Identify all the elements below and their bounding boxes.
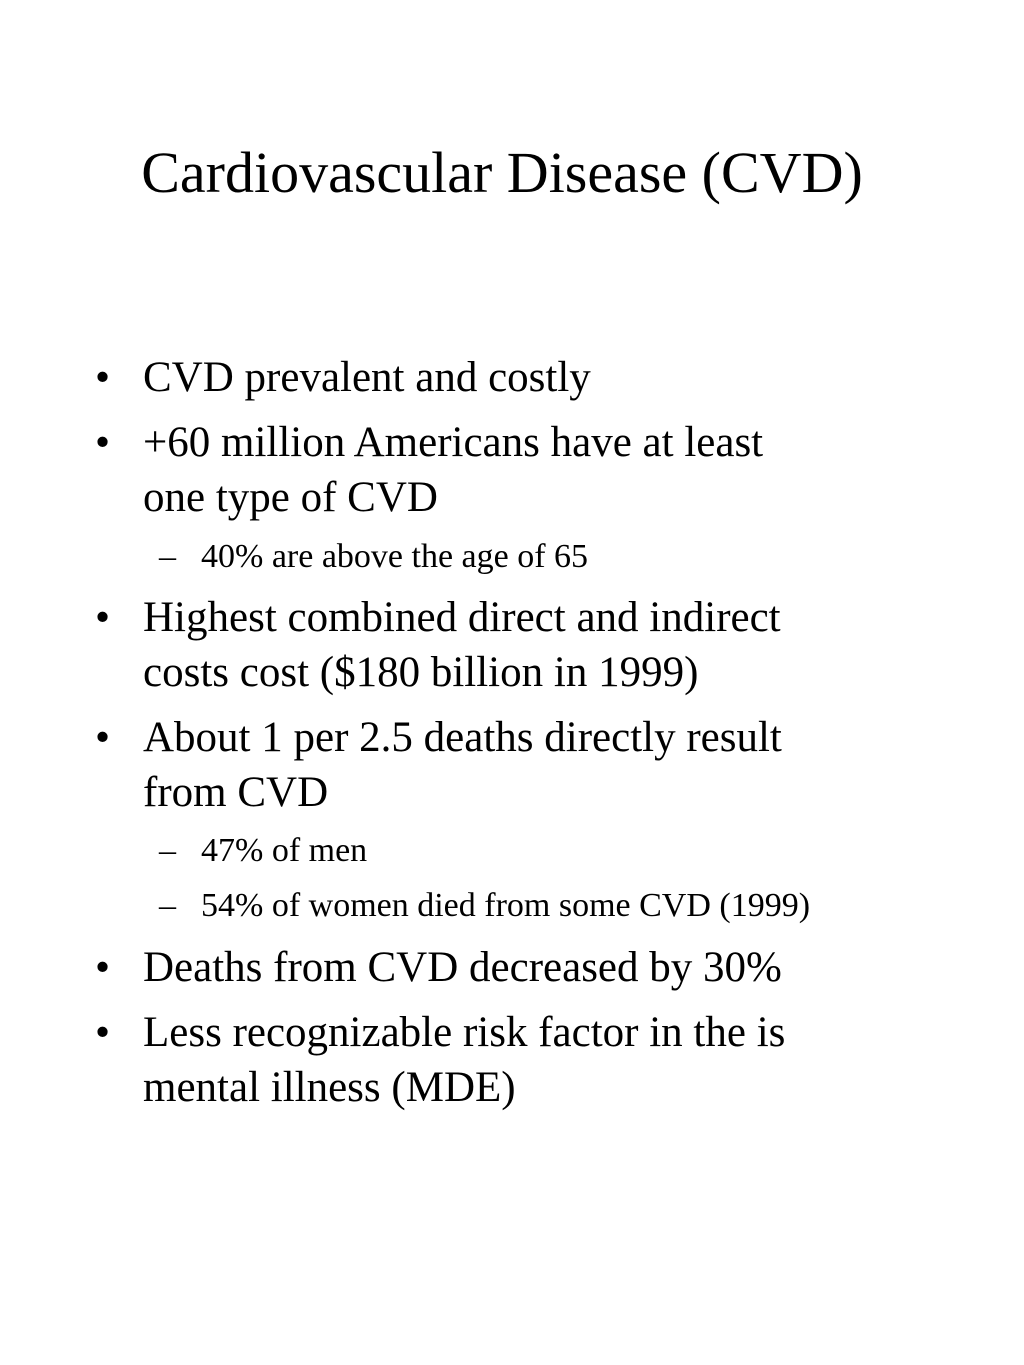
bullet-item: [95, 590, 781, 700]
bullet-text-line: mental illness (MDE): [143, 1064, 516, 1111]
slide-title: Cardiovascular Disease (CVD): [141, 140, 863, 205]
bullet-text-line: CVD prevalent and costly: [143, 354, 591, 401]
dash-marker: –: [159, 832, 176, 869]
bullet-item: [95, 1005, 786, 1115]
bullet-text-line: from CVD: [143, 769, 329, 816]
sub-bullet-item: [159, 537, 589, 577]
bullet-text-line: +60 million Americans have at least: [143, 419, 764, 466]
bullet-marker: •: [95, 714, 111, 761]
bullet-text-line: Highest combined direct and indirect: [143, 594, 781, 641]
sub-bullet-item: [159, 886, 811, 926]
bullet-text-line: Less recognizable risk factor in the is: [143, 1009, 786, 1056]
bullet-marker: •: [95, 419, 111, 466]
sub-bullet-text: 47% of men: [201, 832, 368, 869]
dash-marker: –: [159, 887, 176, 924]
sub-bullet-text: 54% of women died from some CVD (1999): [201, 887, 811, 924]
sub-bullet-text: 40% are above the age of 65: [201, 538, 589, 575]
sub-bullet-item: [159, 831, 368, 871]
bullet-item: [95, 350, 591, 405]
bullet-item: [95, 710, 782, 820]
bullet-marker: •: [95, 354, 111, 401]
dash-marker: –: [159, 538, 176, 575]
bullet-item: [95, 940, 782, 995]
bullet-marker: •: [95, 944, 111, 991]
bullet-text-line: one type of CVD: [143, 474, 438, 521]
bullet-text-line: costs cost ($180 billion in 1999): [143, 649, 699, 696]
bullet-marker: •: [95, 1009, 111, 1056]
bullet-text-line: Deaths from CVD decreased by 30%: [143, 944, 782, 991]
bullet-marker: •: [95, 594, 111, 641]
bullet-text-line: About 1 per 2.5 deaths directly result: [143, 714, 782, 761]
bullet-item: [95, 415, 764, 525]
